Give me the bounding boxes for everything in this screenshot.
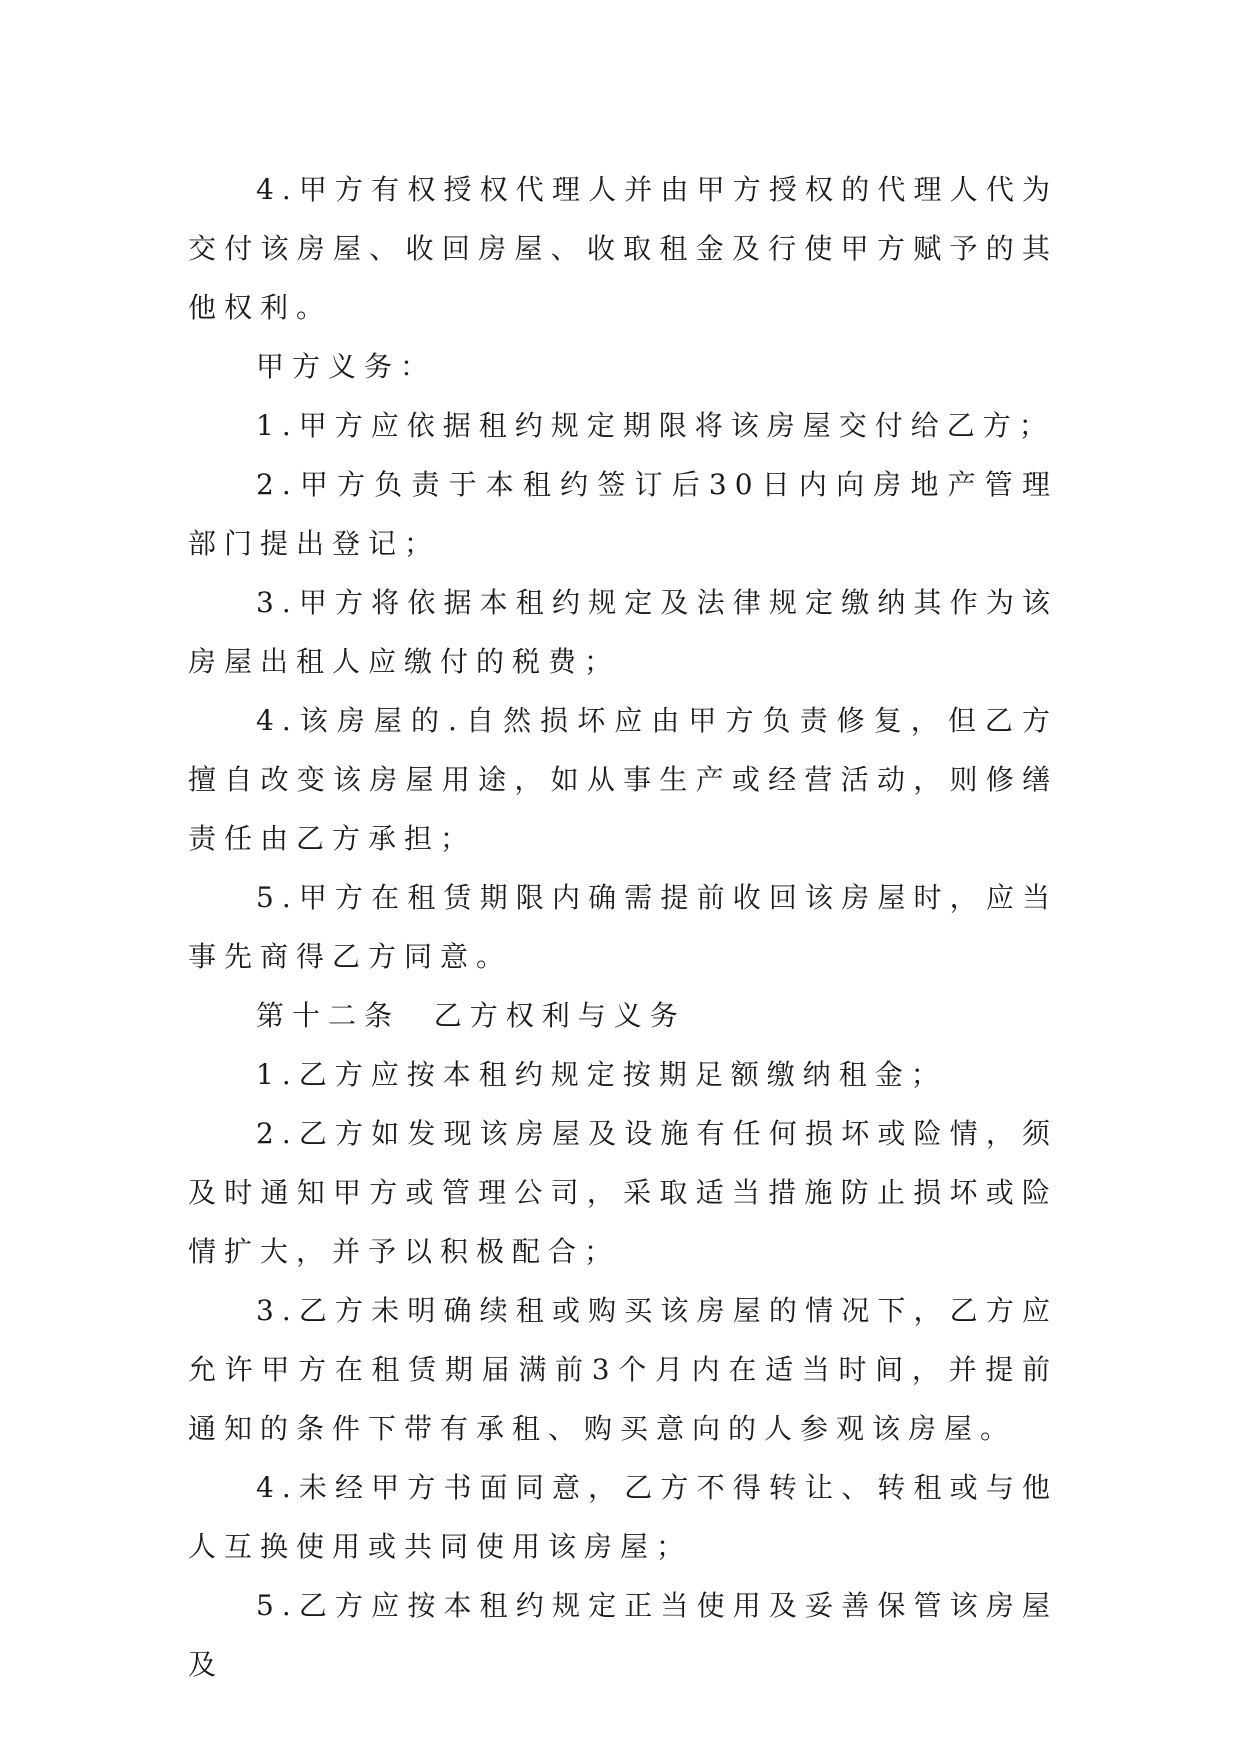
paragraph-party-a-obligation-3: 3.甲方将依据本租约规定及法律规定缴纳其作为该房屋出租人应缴付的税费；: [188, 586, 1058, 678]
paragraph-party-a-obligation-2: 2.甲方负责于本租约签订后30日内向房地产管理部门提出登记；: [188, 468, 1058, 560]
paragraph-party-a-right-4: 4.甲方有权授权代理人并由甲方授权的代理人代为交付该房屋、收回房屋、收取租金及行使甲方赋予的其他权利。: [188, 173, 1058, 324]
paragraph-party-b-item-2: 2.乙方如发现该房屋及设施有任何损坏或险情，须及时通知甲方或管理公司，采取适当措施防止损坏或险情扩大，并予以积极配合；: [188, 1117, 1058, 1268]
paragraph-party-b-item-1: 1.乙方应按本租约规定按期足额缴纳租金；: [256, 1058, 947, 1091]
heading-article-12: 第十二条 乙方权利与义务: [256, 999, 686, 1032]
heading-party-a-obligations: 甲方义务：: [256, 350, 437, 383]
paragraph-party-b-item-4: 4.未经甲方书面同意，乙方不得转让、转租或与他人互换使用或共同使用该房屋；: [188, 1471, 1058, 1563]
paragraph-party-a-obligation-5: 5.甲方在租赁期限内确需提前收回该房屋时，应当事先商得乙方同意。: [188, 881, 1058, 973]
paragraph-party-b-item-5: 5.乙方应按本租约规定正当使用及妥善保管该房屋及: [188, 1589, 1058, 1681]
paragraph-party-a-obligation-1: 1.甲方应依据租约规定期限将该房屋交付给乙方；: [256, 409, 1055, 442]
paragraph-party-a-obligation-4: 4.该房屋的.自然损坏应由甲方负责修复，但乙方擅自改变该房屋用途，如从事生产或经营活动，则修缮责任由乙方承担；: [188, 704, 1058, 855]
paragraph-party-b-item-3: 3.乙方未明确续租或购买该房屋的情况下，乙方应允许甲方在租赁期届满前3个月内在适当时间，并提前通知的条件下带有承租、购买意向的人参观该房屋。: [188, 1294, 1058, 1445]
document-body: [188, 160, 1058, 1694]
